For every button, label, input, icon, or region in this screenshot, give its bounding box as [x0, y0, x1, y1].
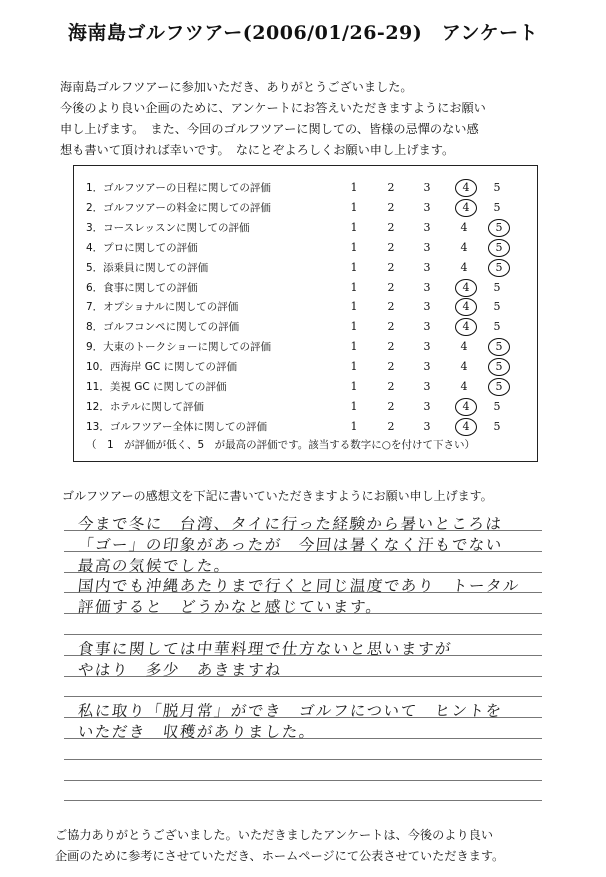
rating-option-4-circled[interactable]: 4 [455, 318, 477, 336]
rating-option-3[interactable]: 3 [423, 280, 431, 294]
rating-option-4[interactable]: 4 [460, 340, 468, 354]
rating-option-2[interactable]: 2 [387, 181, 395, 194]
ruled-line [64, 800, 542, 801]
rating-label: 5．添乗員に関しての評価 [86, 261, 209, 274]
essay-line: 最高の気候でした。 [76, 556, 232, 575]
rating-label: 1．ゴルフツアーの日程に関しての評価 [86, 182, 271, 194]
rating-option-2[interactable]: 2 [387, 419, 395, 433]
rating-row [74, 258, 537, 278]
rating-option-2[interactable]: 2 [387, 220, 395, 234]
closing-text [55, 825, 595, 867]
rating-option-5[interactable]: 5 [493, 200, 501, 214]
rating-option-3[interactable]: 3 [423, 200, 431, 214]
rating-option-4-circled[interactable]: 4 [455, 298, 477, 316]
intro-line: 今後のより良い企画のために、アンケートにお答えいただきますようにお願い [60, 101, 486, 115]
rating-option-1[interactable]: 1 [350, 360, 358, 374]
rating-option-2[interactable]: 2 [387, 260, 395, 274]
rating-option-2[interactable]: 2 [387, 200, 395, 214]
rating-row [74, 198, 537, 218]
rating-option-5-circled[interactable]: 5 [488, 338, 510, 356]
rating-option-3[interactable]: 3 [423, 360, 431, 374]
rating-option-5[interactable]: 5 [493, 399, 501, 413]
rating-option-2[interactable]: 2 [387, 360, 395, 374]
rating-label: 10．西海岸 GC に関しての評価 [86, 361, 238, 374]
closing-line: ご協力ありがとうございました。いただきましたアンケートは、今後のより良い [55, 828, 494, 842]
essay-prompt: ゴルフツアーの感想文を下記に書いていただきますようにお願い申し上げます。 [62, 489, 493, 503]
rating-label: 4．プロに関しての評価 [86, 241, 198, 254]
rating-option-5-circled[interactable]: 5 [488, 239, 510, 257]
essay-line: やはり 多少 あきますね [76, 660, 283, 679]
rating-row [74, 317, 537, 337]
ruled-line [64, 634, 542, 635]
rating-option-5-circled[interactable]: 5 [488, 219, 510, 237]
rating-option-1[interactable]: 1 [350, 200, 358, 214]
rating-option-1[interactable]: 1 [350, 220, 358, 234]
rating-option-3[interactable]: 3 [423, 240, 431, 254]
rating-row [74, 377, 537, 397]
intro-line: 申し上げます。 また、今回のゴルフツアーに関しての、皆様の忌憚のない感 [60, 122, 479, 136]
rating-option-2[interactable]: 2 [387, 380, 395, 393]
rating-option-5[interactable]: 5 [493, 300, 501, 314]
essay-line: 食事に関しては中華料理で仕方ないと思いますが [76, 639, 453, 658]
rating-option-2[interactable]: 2 [387, 280, 395, 294]
rating-option-4-circled[interactable]: 4 [455, 179, 477, 197]
rating-label: 9．大東のトークショーに関しての評価 [86, 341, 271, 354]
rating-option-4-circled[interactable]: 4 [455, 279, 477, 297]
rating-row [74, 178, 537, 198]
rating-option-5-circled[interactable]: 5 [488, 259, 510, 277]
rating-option-3[interactable]: 3 [423, 340, 431, 354]
rating-row [74, 218, 537, 238]
rating-option-1[interactable]: 1 [350, 340, 358, 354]
rating-row [74, 357, 537, 377]
essay-line: 評価すると どうかなと感じています。 [76, 598, 384, 617]
essay-line: 今まで冬に 台湾、タイに行った経験から暑いところは [76, 515, 504, 533]
rating-option-5[interactable]: 5 [493, 280, 501, 294]
rating-option-4[interactable]: 4 [460, 360, 468, 374]
rating-option-5[interactable]: 5 [493, 181, 501, 194]
ruled-line [64, 780, 542, 781]
rating-label: 8．ゴルフコンペに関しての評価 [86, 321, 240, 334]
page-title: 海南島ゴルフツアー(2006/01/26-29) アンケート [67, 22, 539, 44]
rating-option-4-circled[interactable]: 4 [455, 418, 477, 436]
intro-line: 海南島ゴルフツアーに参加いただき、ありがとうございました。 [60, 80, 413, 94]
essay-line: 私に取り「脱月常」ができ ゴルフについて ヒントを [76, 702, 504, 721]
rating-option-2[interactable]: 2 [387, 240, 395, 254]
ruled-line [64, 759, 542, 760]
rating-option-1[interactable]: 1 [350, 419, 358, 433]
rating-row [74, 417, 537, 437]
rating-option-2[interactable]: 2 [387, 320, 395, 334]
rating-option-3[interactable]: 3 [423, 419, 431, 433]
rating-option-1[interactable]: 1 [350, 300, 358, 314]
rating-option-3[interactable]: 3 [423, 220, 431, 234]
rating-row [74, 278, 537, 298]
rating-option-2[interactable]: 2 [387, 340, 395, 354]
essay-line: 「ゴー」の印象があったが 今回は暑くなく汗もでない [76, 535, 504, 554]
rating-option-2[interactable]: 2 [387, 399, 395, 413]
closing-line: 企画のために参考にさせていただき、ホームページにて公表させていただきます。 [55, 849, 505, 863]
rating-option-3[interactable]: 3 [423, 380, 431, 393]
rating-option-4[interactable]: 4 [460, 220, 468, 234]
rating-label: 12．ホテルに関して評価 [86, 400, 204, 413]
rating-option-1[interactable]: 1 [350, 280, 358, 294]
rating-note: （ 1 が評価が低く、5 が最高の評価です。該当する数字に○を付けて下さい） [86, 439, 475, 451]
rating-row [74, 337, 537, 357]
rating-option-1[interactable]: 1 [350, 260, 358, 274]
rating-option-3[interactable]: 3 [423, 300, 431, 314]
rating-option-4-circled[interactable]: 4 [455, 398, 477, 416]
essay-line: 国内でも沖縄あたりまで行くと同じ温度であり トータル [76, 577, 521, 596]
rating-option-3[interactable]: 3 [423, 320, 431, 334]
rating-option-1[interactable]: 1 [350, 380, 358, 393]
rating-option-5[interactable]: 5 [493, 320, 501, 334]
rating-option-5-circled[interactable]: 5 [488, 378, 510, 396]
rating-option-1[interactable]: 1 [350, 399, 358, 413]
intro-text [60, 77, 580, 161]
rating-option-3[interactable]: 3 [423, 260, 431, 274]
rating-option-3[interactable]: 3 [423, 399, 431, 413]
rating-option-5[interactable]: 5 [493, 419, 501, 433]
rating-option-1[interactable]: 1 [350, 181, 358, 194]
rating-option-3[interactable]: 3 [423, 181, 431, 194]
rating-option-1[interactable]: 1 [350, 320, 358, 334]
rating-label: 3．コースレッスンに関しての評価 [86, 221, 250, 234]
ruled-line [64, 696, 542, 697]
rating-option-4[interactable]: 4 [460, 240, 468, 254]
rating-label: 11．美視 GC に関しての評価 [86, 381, 227, 393]
rating-label: 13．ゴルフツアー全体に関しての評価 [86, 420, 268, 433]
rating-label: 2．ゴルフツアーの料金に関しての評価 [86, 201, 271, 214]
rating-option-1[interactable]: 1 [350, 240, 358, 254]
essay-line: いただき 収穫がありました。 [76, 723, 317, 741]
rating-option-5-circled[interactable]: 5 [488, 358, 510, 376]
rating-row [74, 397, 537, 417]
rating-option-4-circled[interactable]: 4 [455, 199, 477, 217]
rating-label: 6．食事に関しての評価 [86, 281, 198, 294]
rating-label: 7．オプショナルに関しての評価 [86, 301, 239, 314]
rating-row [74, 238, 537, 258]
rating-option-2[interactable]: 2 [387, 300, 395, 314]
rating-row [74, 297, 537, 317]
intro-line: 想も書いて頂ければ幸いです。 なにとぞよろしくお願い申し上げます。 [60, 143, 455, 157]
rating-table [73, 165, 538, 462]
rating-option-4[interactable]: 4 [460, 260, 468, 274]
rating-option-4[interactable]: 4 [460, 380, 468, 393]
